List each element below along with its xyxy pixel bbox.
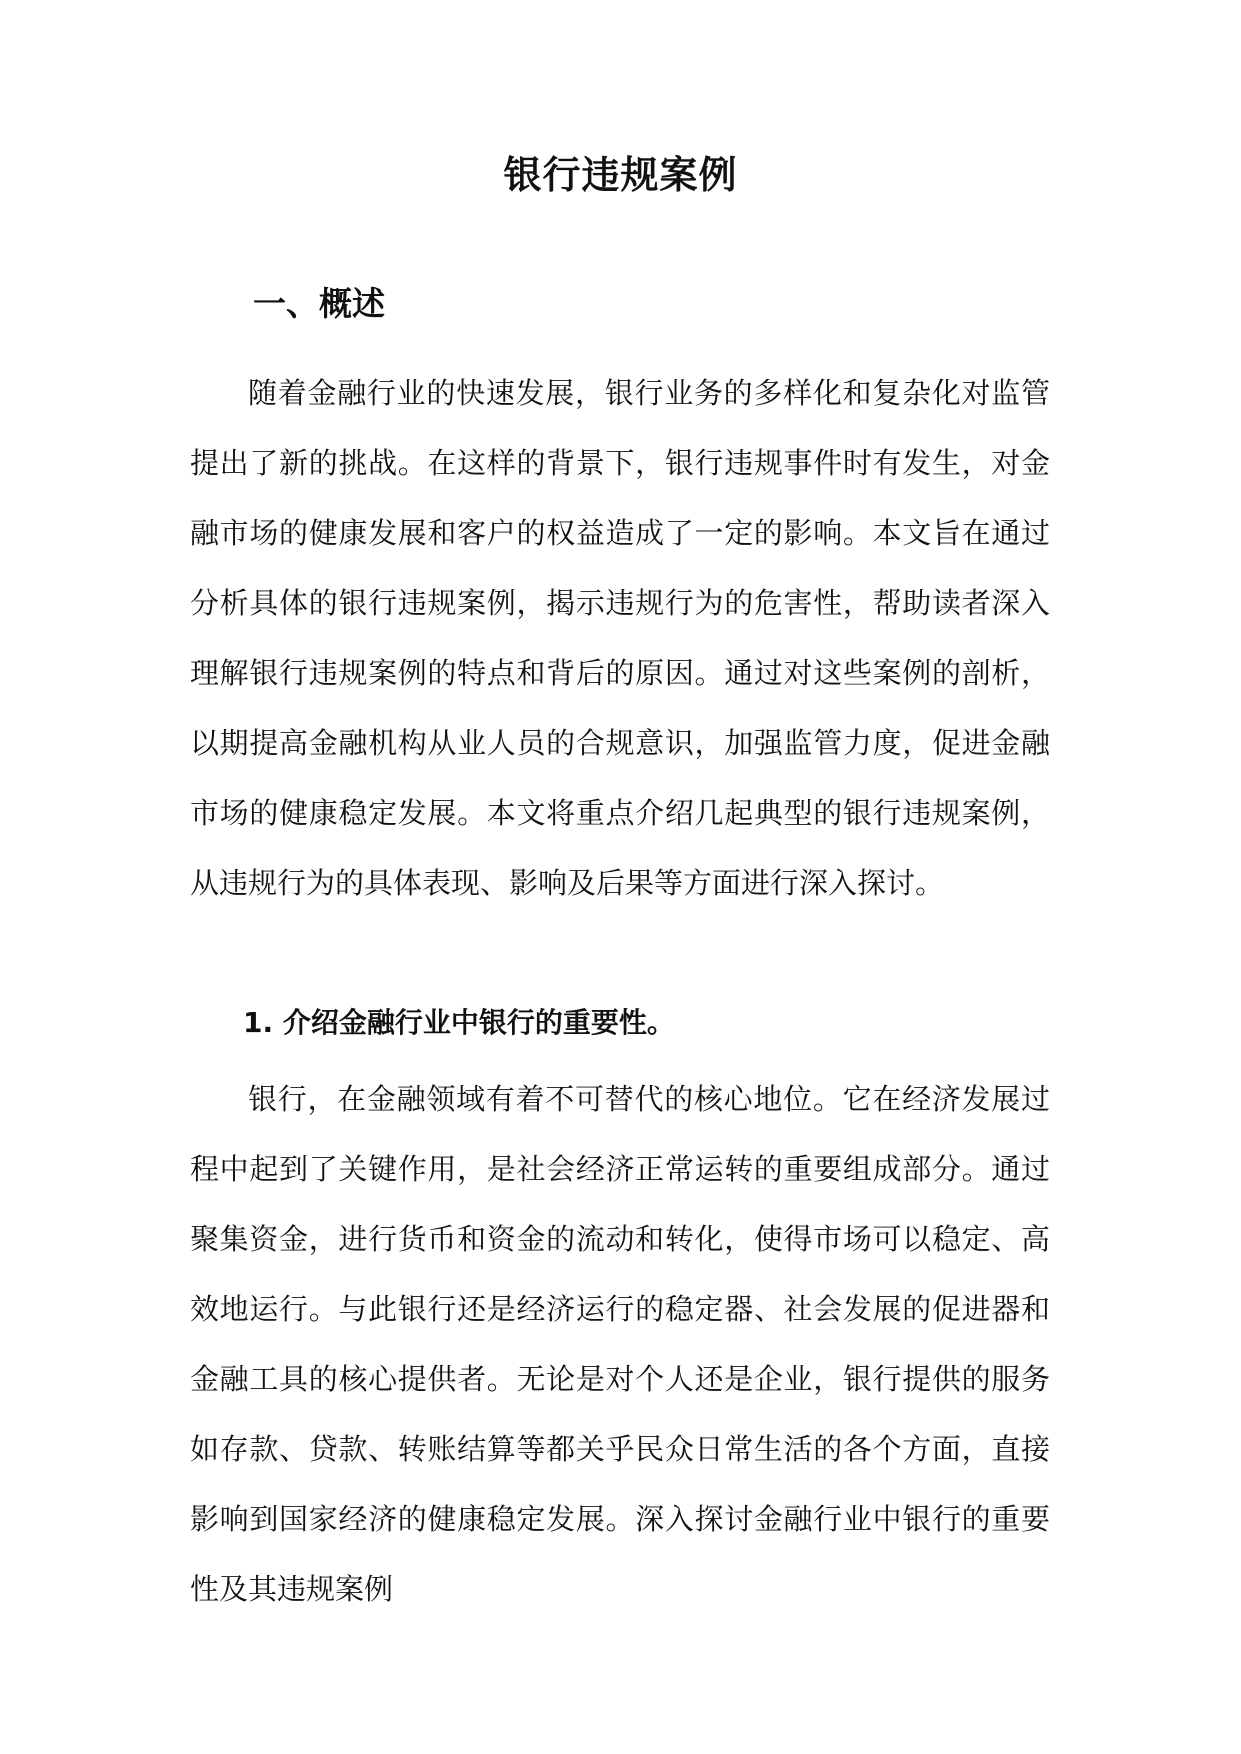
bank-importance-paragraph: 银行，在金融领域有着不可替代的核心地位。它在经济发展过程中起到了关键作用，是社会经济正常运转的重要组成部分。通过聚集资金，进行货币和资金的流动和转化，使得市场可以稳定、高效地运行。与此银行还是经济运行的稳定器、社会发展的促进器和金融工具的核心提供者。无论是对个人还是企业，银行提供的服务如存款、贷款、转账结算等都关乎民众日常生活的各个方面，直接影响到国家经济的健康稳定发展。深入探讨金融行业中银行的重要性及其违规案例 [190,1082,1050,1606]
overview-paragraph: 随着金融行业的快速发展，银行业务的多样化和复杂化对监管提出了新的挑战。在这样的背景下，银行违规事件时有发生，对金融市场的健康发展和客户的权益造成了一定的影响。本文旨在通过分析具体的银行违规案例，揭示违规行为的危害性，帮助读者深入理解银行违规案例的特点和背后的原因。通过对这些案例的剖析，以期提高金融机构从业人员的合规意识，加强监管力度，促进金融市场的健康稳定发展。本文将重点介绍几起典型的银行违规案例，从违规行为的具体表现、影响及后果等方面进行深入探讨。 [190,376,1050,900]
subheading-bank-importance: 1. 介绍金融行业中银行的重要性。 [243,1006,675,1039]
document-title: 银行违规案例 [503,153,738,197]
section-heading-overview: 一、概述 [253,284,385,323]
